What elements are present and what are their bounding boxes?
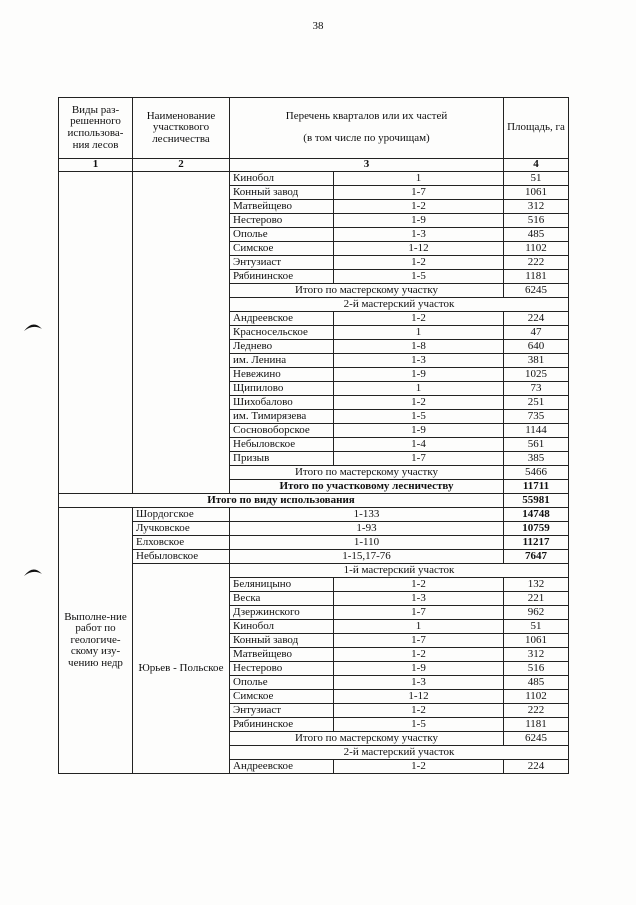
tract-name: Нестерово	[230, 214, 334, 228]
quarter-range: 1-110	[230, 536, 504, 550]
area-value: 14748	[504, 508, 569, 522]
tract-name: Энтузиаст	[230, 256, 334, 270]
tract-name: Кинобол	[230, 620, 334, 634]
area-value: 224	[504, 760, 569, 774]
area-value: 1181	[504, 270, 569, 284]
quarter-range: 1-2	[334, 200, 504, 214]
subtotal-row-label: Итого по мастерскому участку	[230, 732, 504, 746]
quarter-range: 1-93	[230, 522, 504, 536]
quarter-range: 1	[334, 172, 504, 186]
tract-name: Призыв	[230, 452, 334, 466]
area-value: 1181	[504, 718, 569, 732]
subtotal-row-label: Итого по мастерскому участку	[230, 284, 504, 298]
forest-use-table	[58, 97, 569, 774]
area-value: 132	[504, 578, 569, 592]
tract-name: Сосновоборское	[230, 424, 334, 438]
quarter-range: 1-2	[334, 704, 504, 718]
forestry-name: Елховское	[133, 536, 230, 550]
area-value: 224	[504, 312, 569, 326]
use-type-cell	[59, 172, 133, 494]
quarter-range: 1-2	[334, 256, 504, 270]
tract-name: Андреевское	[230, 312, 334, 326]
area-value: 11217	[504, 536, 569, 550]
forestry-name-cell	[133, 172, 230, 494]
quarter-range: 1-3	[334, 592, 504, 606]
tract-name: Рябининское	[230, 270, 334, 284]
column-number: 2	[133, 159, 230, 172]
area-value: 385	[504, 452, 569, 466]
quarter-range: 1-2	[334, 312, 504, 326]
quarter-range: 1-7	[334, 634, 504, 648]
header-use-type: Виды раз-решенного использова-ния лесов	[59, 98, 133, 159]
area-value: 251	[504, 396, 569, 410]
tract-name: Шихобалово	[230, 396, 334, 410]
tract-name: Нестерово	[230, 662, 334, 676]
quarter-range: 1-2	[334, 396, 504, 410]
quarter-range: 1-4	[334, 438, 504, 452]
header-forestry-name: Наименование участкового лесничества	[133, 98, 230, 159]
quarter-range: 1-8	[334, 340, 504, 354]
area-value: 485	[504, 228, 569, 242]
tract-name: Матвейщево	[230, 200, 334, 214]
area-value: 516	[504, 662, 569, 676]
area-value: 312	[504, 648, 569, 662]
tract-name: Небыловское	[230, 438, 334, 452]
area-value: 1102	[504, 242, 569, 256]
quarter-range: 1-133	[230, 508, 504, 522]
section-heading: 2-й мастерский участок	[230, 746, 569, 760]
quarter-range: 1-5	[334, 410, 504, 424]
table-row	[59, 508, 569, 522]
forestry-name: Шордогское	[133, 508, 230, 522]
header-area: Площадь, га	[504, 98, 569, 159]
binder-hole-mark-icon	[22, 560, 44, 582]
header-quarters-line1: Перечень кварталов или их частей	[285, 110, 448, 123]
subtotal-row-area: 6245	[504, 732, 569, 746]
area-value: 640	[504, 340, 569, 354]
quarter-range: 1-12	[334, 242, 504, 256]
tract-name: Конный завод	[230, 186, 334, 200]
quarter-range: 1-9	[334, 662, 504, 676]
area-value: 561	[504, 438, 569, 452]
header-quarters	[230, 98, 504, 159]
area-value: 51	[504, 172, 569, 186]
binder-hole-mark-icon	[22, 315, 44, 337]
area-value: 222	[504, 256, 569, 270]
quarter-range: 1-3	[334, 354, 504, 368]
quarter-range: 1-3	[334, 676, 504, 690]
tract-name: Невежино	[230, 368, 334, 382]
yuriev-forestry-name: Юрьев - Польское	[133, 564, 230, 774]
tract-name: Рябининское	[230, 718, 334, 732]
header-row	[59, 98, 569, 159]
tract-name: Веска	[230, 592, 334, 606]
area-value: 221	[504, 592, 569, 606]
area-value: 381	[504, 354, 569, 368]
quarter-range: 1-2	[334, 648, 504, 662]
tract-name: им. Ленина	[230, 354, 334, 368]
section-heading: 2-й мастерский участок	[230, 298, 569, 312]
column-number: 3	[230, 159, 504, 172]
tract-name: Леднево	[230, 340, 334, 354]
page-number: 38	[312, 20, 324, 32]
area-value: 10759	[504, 522, 569, 536]
tract-name: им. Тимирязева	[230, 410, 334, 424]
column-number-row	[59, 159, 569, 172]
area-value: 962	[504, 606, 569, 620]
section-heading	[59, 564, 569, 578]
tract-name: Матвейщево	[230, 648, 334, 662]
area-value: 47	[504, 326, 569, 340]
tract-name: Щипилово	[230, 382, 334, 396]
area-value: 1061	[504, 186, 569, 200]
quarter-range: 1-7	[334, 186, 504, 200]
area-value: 73	[504, 382, 569, 396]
quarter-range: 1-7	[334, 452, 504, 466]
area-value: 1025	[504, 368, 569, 382]
tract-name: Конный завод	[230, 634, 334, 648]
tract-name: Беляницыно	[230, 578, 334, 592]
tract-name: Энтузиаст	[230, 704, 334, 718]
area-value: 7647	[504, 550, 569, 564]
table-row	[59, 536, 569, 550]
forestry-total-row-label: Итого по участковому лесничеству	[230, 480, 504, 494]
section-heading: 1-й мастерский участок	[230, 564, 569, 578]
area-value: 312	[504, 200, 569, 214]
area-value: 735	[504, 410, 569, 424]
tract-name: Дзержинского	[230, 606, 334, 620]
quarter-range: 1-2	[334, 760, 504, 774]
use-total-row	[59, 494, 569, 508]
tract-name: Красносельское	[230, 326, 334, 340]
quarter-range: 1-12	[334, 690, 504, 704]
area-value: 1102	[504, 690, 569, 704]
table-row	[59, 550, 569, 564]
tract-name: Ополье	[230, 228, 334, 242]
use-total-label: Итого по виду использования	[59, 494, 504, 508]
quarter-range: 1-15,17-76	[230, 550, 504, 564]
forestry-total-row-area: 11711	[504, 480, 569, 494]
quarter-range: 1	[334, 620, 504, 634]
quarter-range: 1-7	[334, 606, 504, 620]
quarter-range: 1-5	[334, 718, 504, 732]
tract-name: Ополье	[230, 676, 334, 690]
area-value: 51	[504, 620, 569, 634]
area-value: 485	[504, 676, 569, 690]
column-number: 4	[504, 159, 569, 172]
table-row	[59, 172, 569, 186]
subtotal-row-area: 6245	[504, 284, 569, 298]
area-value: 1144	[504, 424, 569, 438]
quarter-range: 1-9	[334, 368, 504, 382]
quarter-range: 1-9	[334, 214, 504, 228]
area-value: 1061	[504, 634, 569, 648]
tract-name: Кинобол	[230, 172, 334, 186]
quarter-range: 1-2	[334, 578, 504, 592]
subtotal-row-area: 5466	[504, 466, 569, 480]
column-number: 1	[59, 159, 133, 172]
quarter-range: 1-5	[334, 270, 504, 284]
quarter-range: 1-3	[334, 228, 504, 242]
quarter-range: 1	[334, 326, 504, 340]
tract-name: Андреевское	[230, 760, 334, 774]
use-total-area: 55981	[504, 494, 569, 508]
quarter-range: 1	[334, 382, 504, 396]
forestry-name: Лучковское	[133, 522, 230, 536]
forestry-name: Небыловское	[133, 550, 230, 564]
area-value: 222	[504, 704, 569, 718]
tract-name: Симское	[230, 242, 334, 256]
quarter-range: 1-9	[334, 424, 504, 438]
header-quarters-line2: (в том числе по урочищам)	[303, 132, 430, 144]
geo-use-type: Выполне-ние работ по геологиче-скому изу-чению недр	[59, 508, 133, 774]
table-row	[59, 522, 569, 536]
subtotal-row-label: Итого по мастерскому участку	[230, 466, 504, 480]
tract-name: Симское	[230, 690, 334, 704]
area-value: 516	[504, 214, 569, 228]
